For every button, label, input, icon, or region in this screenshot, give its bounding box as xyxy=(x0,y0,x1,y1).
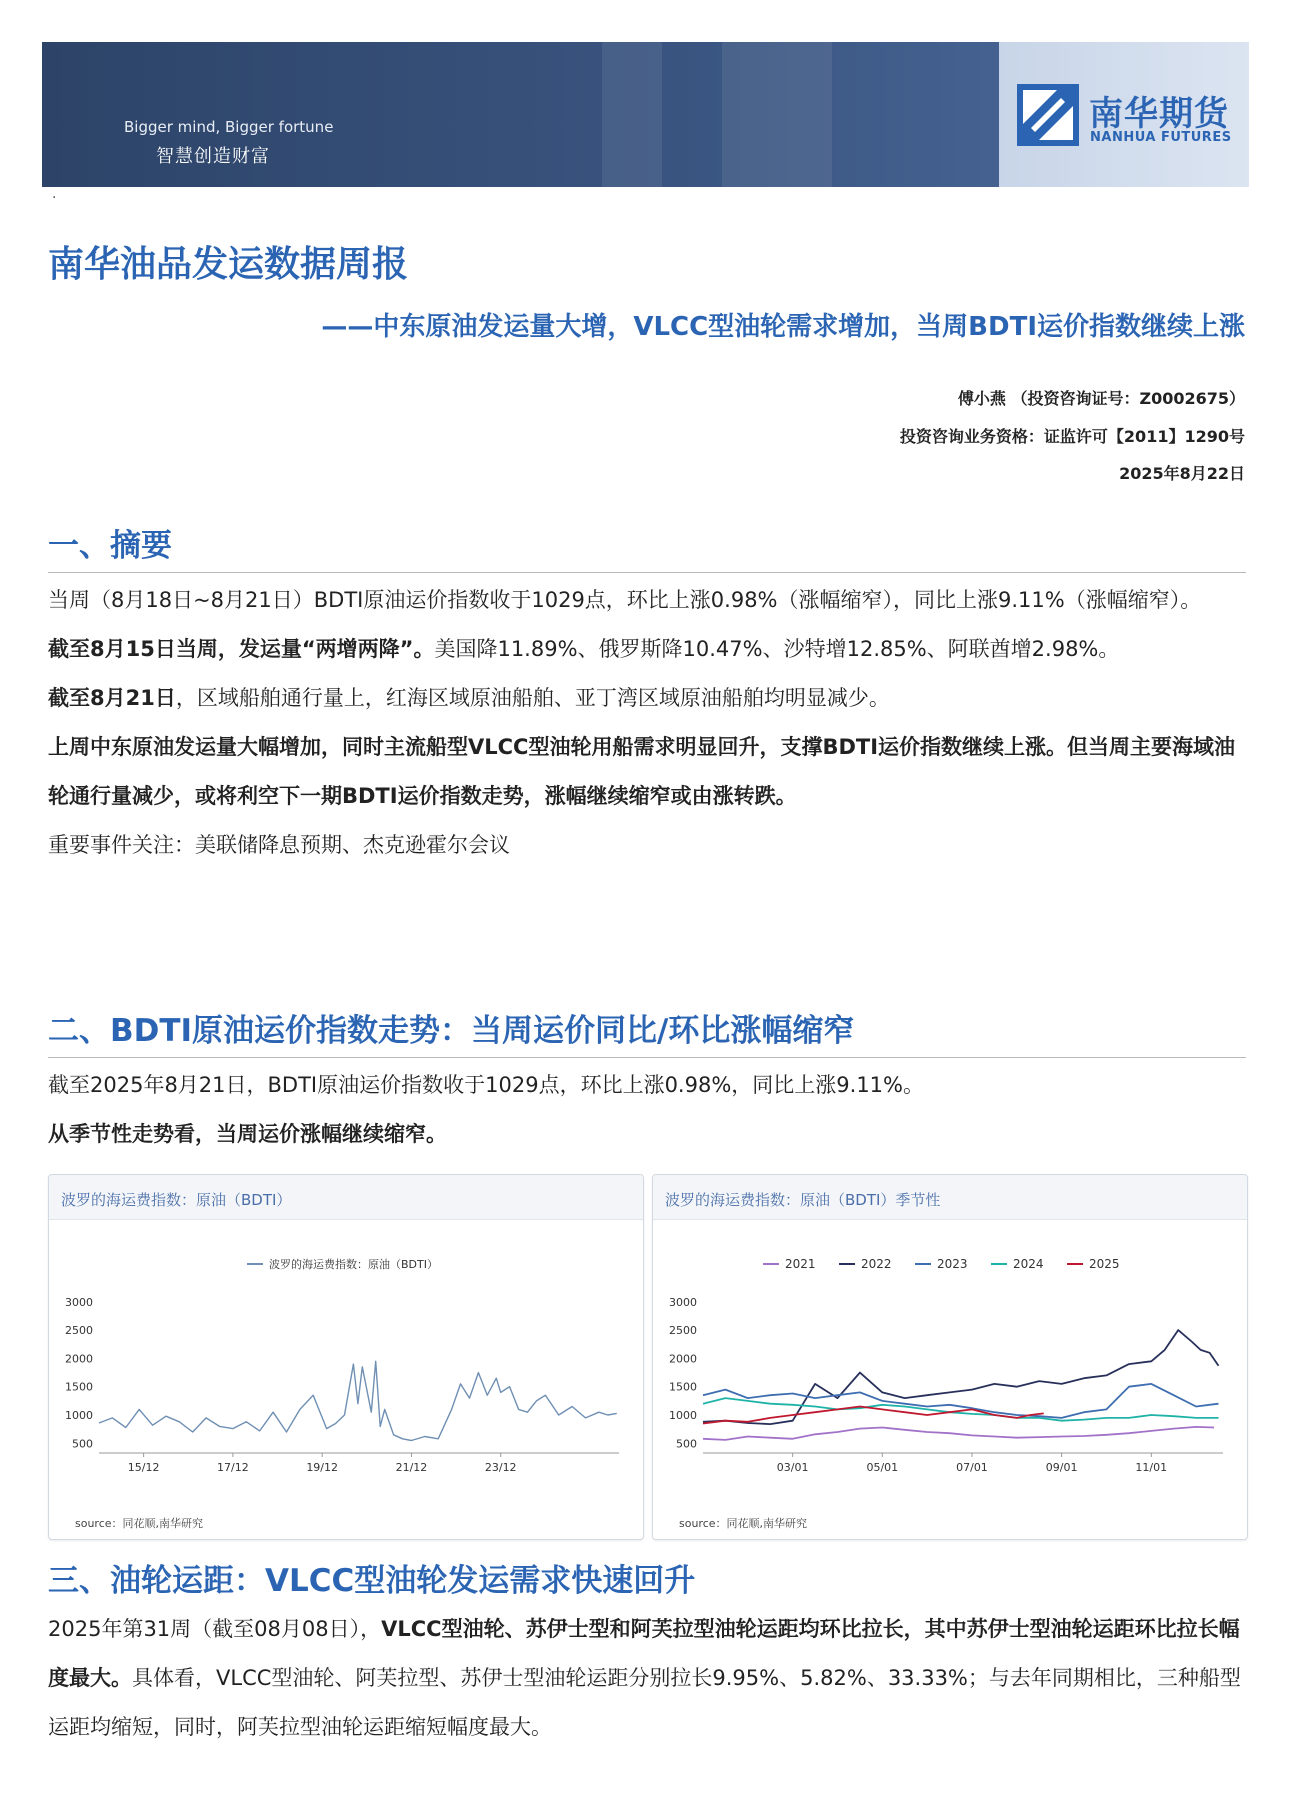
bdti-paragraph xyxy=(48,1110,1248,1159)
bdti-seasonal-chart xyxy=(653,1219,1247,1509)
section-heading: 一、摘要 xyxy=(48,528,172,564)
body-text: 具体看，VLCC型油轮、阿芙拉型、苏伊士型油轮运距分别拉长9.95%、5.82%、33.33%；与去年同期相比，三种船型运距均缩短，同时，阿芙拉型油轮运距缩短幅度最大。 xyxy=(48,1666,1241,1739)
author-line: 傅小燕 （投资咨询证号：Z0002675） xyxy=(957,389,1245,408)
body-text: 2025年第31周（截至08月08日）， xyxy=(48,1617,382,1641)
section-divider xyxy=(48,1057,1246,1058)
report-date: 2025年8月22日 xyxy=(1119,464,1245,483)
x-tick-label: 03/01 xyxy=(776,1461,809,1474)
panel-title: 波罗的海运费指数：原油（BDTI） xyxy=(61,1191,292,1209)
report-title: 南华油品发运数据周报 xyxy=(48,244,409,285)
y-tick-label: 1000 xyxy=(669,1409,697,1423)
distance-paragraph xyxy=(48,1605,1248,1752)
legend-label: 2022 xyxy=(861,1257,892,1271)
x-tick-label: 11/01 xyxy=(1135,1461,1168,1474)
legend-label: 2024 xyxy=(1013,1257,1044,1271)
bdti-line-chart xyxy=(49,1219,643,1509)
x-tick-label: 17/12 xyxy=(217,1461,249,1474)
report-subtitle: ——中东原油发运量大增，VLCC型油轮需求增加，当周BDTI运价指数继续上涨 xyxy=(321,312,1245,342)
y-tick-label: 1500 xyxy=(65,1380,93,1394)
chart-panel-seasonal xyxy=(652,1174,1248,1540)
summary-paragraph: 重要事件关注：美联储降息预期、杰克逊霍尔会议 xyxy=(48,833,510,857)
logo xyxy=(999,42,1249,187)
nanhua-logo-icon xyxy=(1017,84,1079,146)
y-tick-label: 3000 xyxy=(65,1295,93,1309)
chart-source: source：同花顺,南华研究 xyxy=(75,1517,204,1530)
series-line xyxy=(703,1427,1214,1440)
y-tick-label: 500 xyxy=(676,1437,697,1451)
body-text: 美国降11.89%、俄罗斯降10.47%、沙特增12.85%、阿联酋增2.98%。 xyxy=(434,637,1120,661)
body-text: ，区域船舶通行量上，红海区域原油船舶、亚丁湾区域原油船舶均明显减少。 xyxy=(175,686,890,710)
banner-stripe xyxy=(722,42,832,187)
y-tick-label: 3000 xyxy=(669,1295,697,1309)
bold-text: 截至8月15日当周，发运量“两增两降”。 xyxy=(48,637,435,661)
y-tick-label: 2000 xyxy=(669,1352,697,1366)
x-tick-label: 07/01 xyxy=(956,1461,988,1474)
chart-source: source：同花顺,南华研究 xyxy=(679,1517,808,1530)
section-divider xyxy=(48,572,1246,573)
bold-text: 上周中东原油发运量大幅增加，同时主流船型VLCC型油轮用船需求明显回升，支撑BDTI运价指数继续上涨。但当周主要海域油轮通行量减少，或将利空下一期BDTI运价指数走势，涨幅继续缩窄或由涨转跌。 xyxy=(48,735,1236,808)
y-tick-label: 2000 xyxy=(65,1352,93,1366)
license-line: 投资咨询业务资格：证监许可【2011】1290号 xyxy=(899,427,1245,446)
summary-paragraph xyxy=(48,674,1248,723)
summary-paragraph xyxy=(48,625,1248,674)
y-tick-label: 1500 xyxy=(669,1380,697,1394)
y-tick-label: 2500 xyxy=(669,1324,697,1338)
bdti-paragraph: 截至2025年8月21日，BDTI原油运价指数收于1029点，环比上涨0.98%，同比上涨9.11%。 xyxy=(48,1073,924,1097)
stray-dot: · xyxy=(52,190,57,206)
x-tick-label: 15/12 xyxy=(127,1461,160,1474)
section-heading: 三、油轮运距：VLCC型油轮发运需求快速回升 xyxy=(48,1563,696,1599)
banner-stripe xyxy=(602,42,662,187)
x-tick-label: 05/01 xyxy=(866,1461,899,1474)
legend-label: 2025 xyxy=(1089,1257,1120,1271)
logo-text-en: NANHUA FUTURES xyxy=(1090,130,1232,145)
summary-body xyxy=(48,576,1248,870)
x-tick-label: 19/12 xyxy=(306,1461,339,1474)
bold-text: 截至8月21日 xyxy=(48,686,176,710)
series-line xyxy=(99,1361,617,1440)
x-tick-label: 23/12 xyxy=(484,1461,517,1474)
section-heading: 二、BDTI原油运价指数走势：当周运价同比/环比涨幅缩窄 xyxy=(48,1013,855,1049)
x-tick-label: 21/12 xyxy=(395,1461,428,1474)
distance-body xyxy=(48,1605,1248,1752)
bold-text: VLCC型油轮、苏伊士型和阿芙拉型油轮运距均环比拉长，其中苏伊士型油轮运距环比拉长幅度最大。 xyxy=(48,1617,1240,1690)
bdti-body xyxy=(48,1061,1248,1159)
slogan-cn: 智慧创造财富 xyxy=(156,146,270,167)
legend-label: 2023 xyxy=(937,1257,968,1271)
series-line xyxy=(703,1407,1044,1424)
header-banner xyxy=(42,42,1249,187)
summary-paragraph: 当周（8月18日~8月21日）BDTI原油运价指数收于1029点，环比上涨0.98%（涨幅缩窄），同比上涨9.11%（涨幅缩窄）。 xyxy=(48,588,1202,612)
y-tick-label: 2500 xyxy=(65,1324,93,1338)
legend-label: 2021 xyxy=(785,1257,816,1271)
logo-text-cn: 南华期货 xyxy=(1089,94,1229,134)
x-tick-label: 09/01 xyxy=(1045,1461,1078,1474)
legend-label: 波罗的海运费指数：原油（BDTI） xyxy=(269,1258,438,1271)
summary-paragraph xyxy=(48,723,1248,821)
y-tick-label: 500 xyxy=(72,1437,93,1451)
y-tick-label: 1000 xyxy=(65,1409,93,1423)
bold-text: 从季节性走势看，当周运价涨幅继续缩窄。 xyxy=(48,1122,447,1146)
chart-panel-bdti xyxy=(48,1174,644,1540)
panel-title: 波罗的海运费指数：原油（BDTI）季节性 xyxy=(665,1191,941,1209)
slogan-en: Bigger mind, Bigger fortune xyxy=(124,118,334,136)
